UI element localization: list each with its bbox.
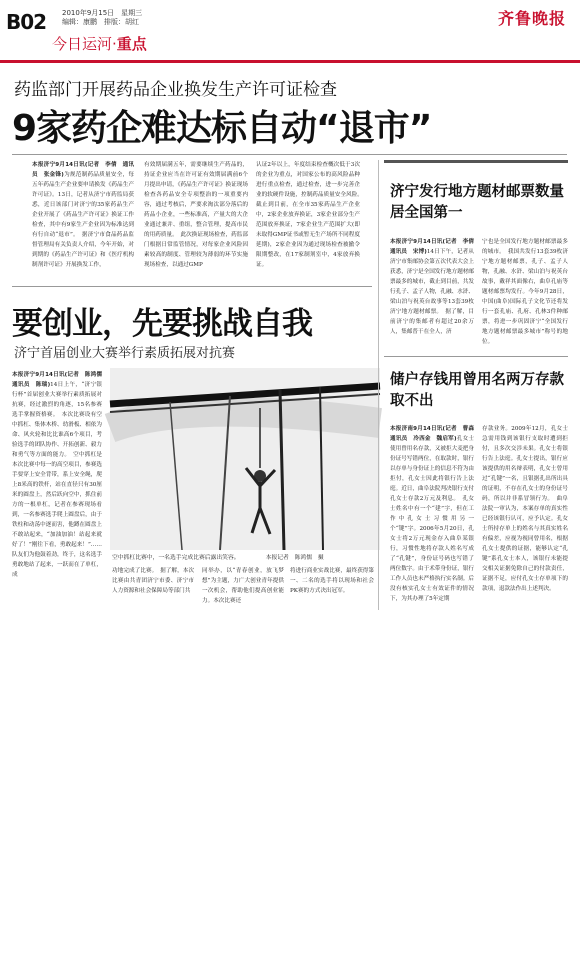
story4-col2: 存款业务。2009年12月，孔女士急需用钱到该银行支取时遭到拒付，且多次交涉未果。孔女士将银行告上法庭。孔女士提出，银行应该提供的用名辩表明，孔女士曾用过“孔键”一名，且银据孔出所出具的证明，不存在孔女士的身份证号码，所以并非系冒领行为。 曲阜法院一审认为，本案存单的真实性已经该银行认可，应予认定。孔女士所持存单上的姓名与其真实姓名有偏差，应视为视同曾用名，根据孔女士提供的证据，能够认定“孔键”系孔女士本人，该银行未能提交相关证据免除自己的付款责任，证据不足，应付孔女士存单项下的款项，退款法作出上述判决。 xyxy=(482,426,568,592)
section-title xyxy=(52,33,147,54)
story2-rule xyxy=(12,286,372,287)
story4-text-1: 孔女士使用曾用名存款，又被拒大麦把身份证号写错两位，在取款时，银行以存单与身份证上的信息不符为由拒付，孔女士因此将银行告上法庭。近日，曲阜法院判决银行支付孔女士存款2万元及利息。 孔女士姓名中有一个“建”字，但在工作中孔女士习惯用另一个“键”字。2006年5月20日，孔女士将2万元现金存入曲阜某银行，习惯性地将存款人姓名写成了“孔键”，身份证号码也写错了两位数字。由于术带身份证，银行工作人员也未严格执行实名制。后没有核实孔女士有效证件的情况下，为其办理了5年定期 xyxy=(390,436,474,602)
issue-info xyxy=(62,9,142,27)
photo-illustration xyxy=(110,368,380,550)
header-rule xyxy=(0,60,580,63)
editor-credits: 编辑：康鹏 排版：胡红 xyxy=(62,18,139,26)
story4-byline: 本报济南9月14日讯(记者 曹森 通讯员 冷西金 魏启军) xyxy=(390,426,480,442)
story3-headline: 济宁发行地方题材邮票数量居全国第一 xyxy=(390,184,564,221)
section-focus: 重点 xyxy=(116,35,147,53)
photo-credit: 本报记者 陈鸿儒 摄 xyxy=(265,555,324,561)
section-separator: · xyxy=(112,35,117,53)
story1-col2: 有效期届满五年，需要继续生产药品的，持证企业应当在许可证有效期届满前6个月提出申请，《药品生产许可证》换证现场检查各药品安全专项整治的一项重要内容，通过考核后，严要求淘汰部分落后的药品小企业，一些标准高，产量大的大企业通过兼并、重组，整合管理，提高市民的用药质量。 此次换证现场检查，药监部门根据日常监管情况，对每家企业风险因素较高的制度、管理较为薄弱的环节实施现场检查，以通过GMP xyxy=(144,162,248,268)
issue-date: 2010年9月15日 星期三 xyxy=(62,9,143,17)
newspaper-logo: 齐鲁晚报 xyxy=(497,9,566,28)
story1-col3: 认证2年以上，年度结束检查概次低于3次的企业为重点，对国家公布的高风险品种进行重点检查，通过检查，进一步完善企业的软硬件设施，控制药品质量安全风险。 截止到目前，在全市35家药品生产企业中，2家企业放弃换证，3家企业部分生产范围放弃换证，7家企业生产范围扩大(即未取得GMP证书或暂无生产场所不同程度延期)，2家企业因为通过现场检查被撤令限期整改，在17家制剂室中，4家放弃换证。 xyxy=(256,162,366,268)
story1-text-1: 为规范制药品质量安全，每五年药品生产企业要申请换发《药品生产许可证》。13日，记者从济宁市药监局获悉，近日该部门对济宁的35家药品生产企业开展了《药品生产许可证》换证工作检查，其中有9家生产企业因为标准达到有行自动“退市”。 据济宁市食品药品监督管理局有关负责人介绍，今年开始，对到期的《药品生产许可证》和《医疗机构制剂许可证》开展换发工作， xyxy=(32,172,134,268)
story2-col1 xyxy=(12,370,108,606)
challenge-photo xyxy=(110,368,380,550)
page-number: B02 xyxy=(6,10,47,34)
photo-caption-text: 空中抓杠比赛中，一名选手完成比赛后露出笑容。 xyxy=(112,555,237,561)
story4-col1 xyxy=(390,424,480,608)
story1-headline: 9家药企难达标自动“退市” xyxy=(12,108,432,149)
story1-kicker: 药监部门开展药品企业换发生产许可证检查 xyxy=(14,80,337,100)
story4-rule xyxy=(384,356,568,357)
story2-byline: 本报济宁9月14日讯(记者 陈鸿儒 通讯员 陈瑞) xyxy=(12,372,108,388)
story4-headline: 储户存钱用曾用名两万存款取不出 xyxy=(390,372,564,409)
story3-top-rule xyxy=(384,160,568,163)
column-divider xyxy=(378,160,379,610)
story1-byline: 本报济宁9月14日讯(记者 李倩 通讯员 张金锋) xyxy=(32,162,134,178)
story2-subhead: 济宁首届创业大赛举行素质拓展对抗赛 xyxy=(14,346,236,361)
story2-headline: 要创业，先要挑战自我 xyxy=(12,306,312,342)
photo-caption xyxy=(112,552,324,561)
story3-byline: 本报济宁9月14日讯(记者 李倩 通讯员 宋博) xyxy=(390,239,480,255)
story3-col2: 宁也是全国发行地方题材邮票最多的城市。 我国共发行13套39枚济宁地方题材邮票，孔子、孟子人物，孔融、水浒、梁山泊与祝英台故事，戴祥其面像右，曲阜孔庙等题材邮票均发行。今年9月28日，中国(曲阜)国际孔子文化节还将发行一套孔庙、孔府、孔林3件种邮票，将进一步巩固济宁“全国发行地方题材邮票最多城市”称号的地位。 xyxy=(482,239,568,345)
story1-col1 xyxy=(32,160,134,276)
story1-rule xyxy=(12,154,567,155)
story3-col1 xyxy=(390,237,480,349)
section-name: 今日运河 xyxy=(52,35,113,53)
story3-text-1: 14日下午，记者从济宁市集邮协会第五次代表大会上获悉，济宁是全国发行地方题材邮票最多的城市，截止到目前，共发行孔子、孟子人物，孔融、水浒、梁山泊与祝英台故事等13套39枚济宁地方题材邮票。 据了解，目前济宁的集邮者有超过20余万人，集邮普干在全人，济 xyxy=(390,249,474,335)
story2-col4: 将进行商业实战比赛，最终获得第一、二名的选手将以现场和社会PK赛的方式决出冠军。 xyxy=(290,568,374,594)
story2-col2: 功地完成了比赛。 据了解，本次比赛由共青团济宁市委、济宁市人力资源和社会保障局等部门共 xyxy=(112,568,194,594)
story2-col3: 同举办，以“青春创业，放飞梦想”为主题，力广大创业青年提供一次机会，帮助他们提高创业能力。本次比赛还 xyxy=(202,568,284,604)
story2-text-1: 14日上午，“济宁银行杯”首届创业大赛举行素质拓展对抗赛，经过激烈的角逐，15名参赛选手掌握资格赛。 本次比赛设有空中抓杠、集体木桥、幼滑板、相依为命、风火轮和比比谁高6个项目，考验选手的团队协作、开拓创新、毅力和勇气等方面的能力。 空中抓杠是本次比赛中每一的高空项目，参赛选手要穿上安全背带，系上安全绳，爬上8米高的铁杆，站在直径只有30厘米的圆盘上，然后跃向空中，抓住前方的一根单杠，记者在参赛现场看到，一名参赛选手爬上圆盘后，由于铁柱和动荡中逐而害，他蹲在圆盘上不敢站起来，“加油加油！站起来就好了！”刚往下看，勇敢起来！”……队友们为他鼓着劲，终于，这名选手勇敢地站了起来，一跃而在了单杠，成 xyxy=(12,382,102,578)
